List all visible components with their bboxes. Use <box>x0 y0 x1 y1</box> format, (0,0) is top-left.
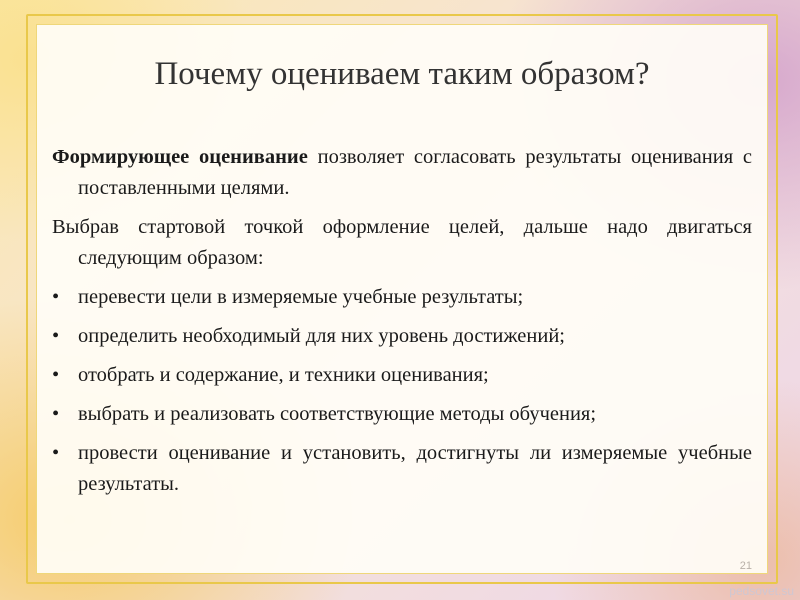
list-item-text: выбрать и реализовать соответствующие методы обучения; <box>78 403 597 425</box>
list-item <box>52 321 752 352</box>
slide-body <box>52 142 752 508</box>
second-paragraph: Выбрав стартовой точкой оформление целей, дальше надо двигаться следующим образом: <box>52 216 752 269</box>
list-item <box>52 438 752 500</box>
list-item <box>52 282 752 313</box>
list-item-text: определить необходимый для них уровень достижений; <box>78 325 566 347</box>
slide-number: 21 <box>739 560 752 572</box>
list-item <box>52 360 752 391</box>
list-item <box>52 399 752 430</box>
intro-bold-lead: Формирующее оценивание <box>52 146 308 168</box>
bullet-marker: • <box>52 286 60 308</box>
list-item-text: перевести цели в измеряемые учебные результаты; <box>78 286 524 308</box>
intro-paragraph <box>52 142 752 204</box>
watermark: pedsovet.su <box>729 584 794 598</box>
bullet-marker: • <box>52 325 60 347</box>
bullet-marker: • <box>52 442 60 464</box>
bullet-marker: • <box>52 364 60 386</box>
list-item-text: отобрать и содержание, и техники оценивания; <box>78 364 489 386</box>
slide-title: Почему оцениваем таким образом? <box>154 56 650 92</box>
intro-rest: позволяет согласовать результаты оценивания с поставленными целями. <box>78 146 752 199</box>
steps-list <box>52 282 752 500</box>
bullet-marker: • <box>52 403 60 425</box>
list-item-text: провести оценивание и установить, достигнуты ли измеряемые учебные результаты. <box>78 442 752 495</box>
